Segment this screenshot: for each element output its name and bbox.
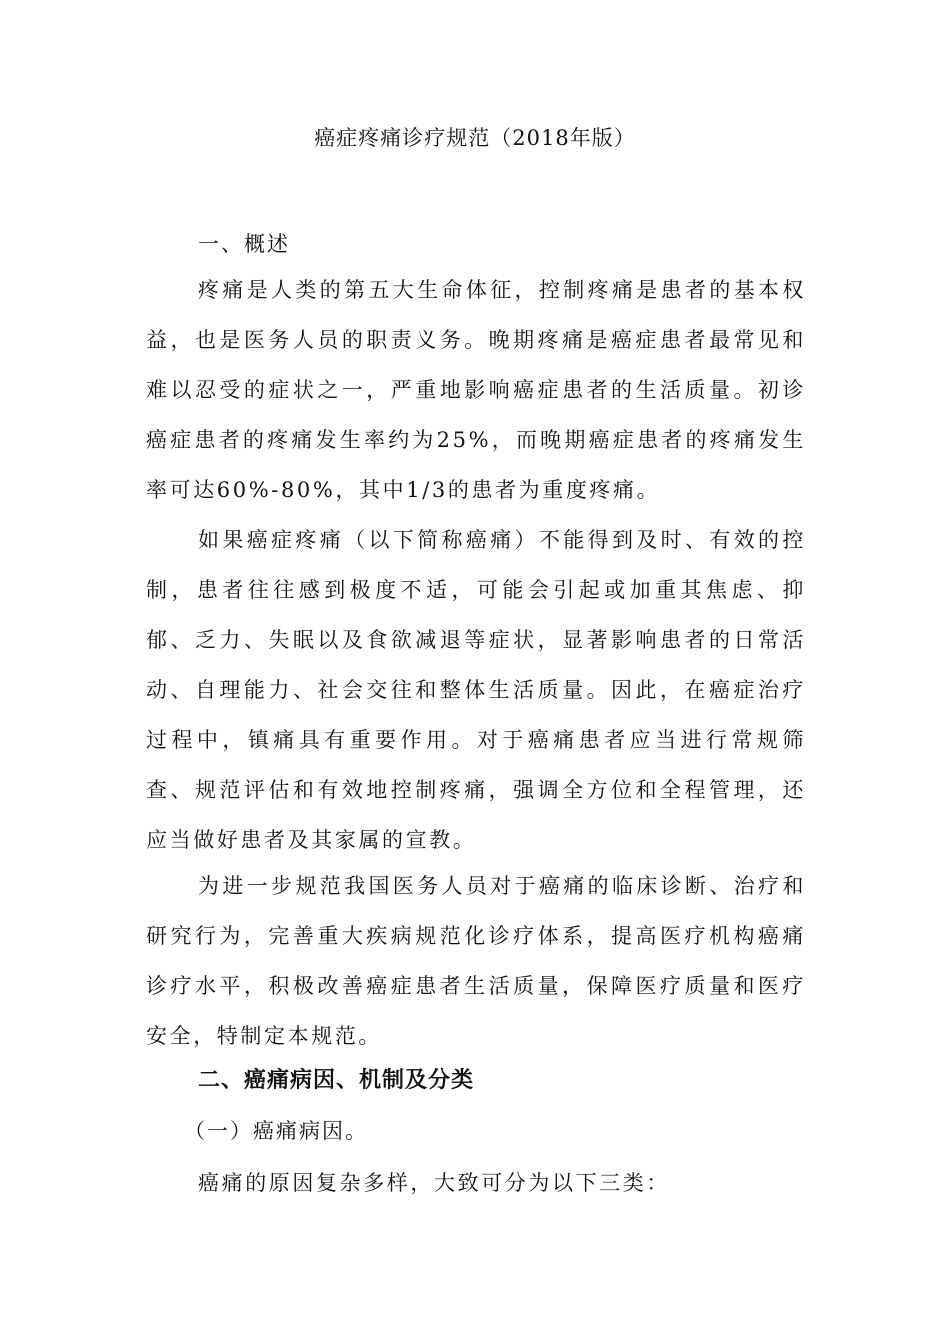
subsection-heading: （一）癌痛病因。 [184,1119,368,1143]
document-title: 癌症疼痛诊疗规范（2018年版） [314,126,636,150]
paragraph-2: 如果癌症疼痛（以下简称癌痛）不能得到及时、有效的控制，患者往往感到极度不适，可能会引起或加重其焦虑、抑郁、乏力、失眠以及食欲减退等症状，显著影响患者的日常活动、自理能力、社会交往和整体生活质量。因此，在癌症治疗过程中，镇痛具有重要作用。对于癌痛患者应当进行常规筛查、规范评估和有效地控制疼痛，强调全方位和全程管理，还应当做好患者及其家属的宣教。 [146,528,806,852]
section-heading-overview: 一、概述 [198,232,290,256]
paragraph-3: 为进一步规范我国医务人员对于癌痛的临床诊断、治疗和研究行为，完善重大疾病规范化诊疗体系，提高医疗机构癌痛诊疗水平，积极改善癌症患者生活质量，保障医疗质量和医疗安全，特制定本规范。 [146,874,806,1048]
section-heading-causes: 二、癌痛病因、机制及分类 [198,1068,475,1093]
paragraph-4: 癌痛的原因复杂多样，大致可分为以下三类： [198,1171,670,1195]
paragraph-1: 疼痛是人类的第五大生命体征，控制疼痛是患者的基本权益，也是医务人员的职责义务。晚期疼痛是癌症患者最常见和难以忍受的症状之一，严重地影响癌症患者的生活质量。初诊癌症患者的疼痛发生率约为25%，而晚期癌症患者的疼痛发生率可达60%-80%，其中1/3的患者为重度疼痛。 [146,278,806,502]
